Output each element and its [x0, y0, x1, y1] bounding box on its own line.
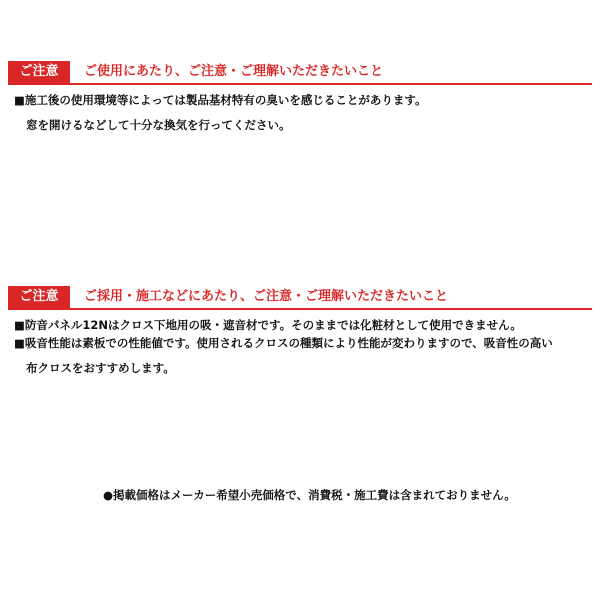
caution-badge: ご注意	[8, 61, 70, 83]
notice-line: ■施工後の使用環境等によっては製品基材特有の臭いを感じることがあります。	[14, 93, 427, 107]
notice-body-installation	[8, 316, 592, 377]
notice-header-usage	[8, 61, 592, 85]
caution-badge: ご注意	[8, 286, 70, 308]
notice-title-usage: ご使用にあたり、ご注意・ご理解いただきたいこと	[84, 64, 384, 79]
notice-section-usage	[8, 61, 592, 134]
notice-line: ■吸音性能は素板での性能値です。使用されるクロスの種類により性能が変わりますので、吸音性の高い	[14, 336, 553, 350]
notice-title-installation: ご採用・施工などにあたり、ご注意・ご理解いただきたいこと	[84, 289, 449, 304]
notice-line: 布クロスをおすすめします。	[26, 361, 175, 375]
notice-body-usage	[8, 91, 592, 134]
price-footnote: ●掲載価格はメーカー希望小売価格で、消費税・施工費は含まれておりません。	[103, 488, 516, 502]
notice-header-installation	[8, 286, 592, 310]
notice-line: 窓を開けるなどして十分な換気を行ってください。	[26, 118, 291, 132]
notice-line: ■防音パネル12Nはクロス下地用の吸・遮音材です。そのままでは化粧材として使用できません。	[14, 318, 522, 332]
notice-section-installation	[8, 286, 592, 377]
